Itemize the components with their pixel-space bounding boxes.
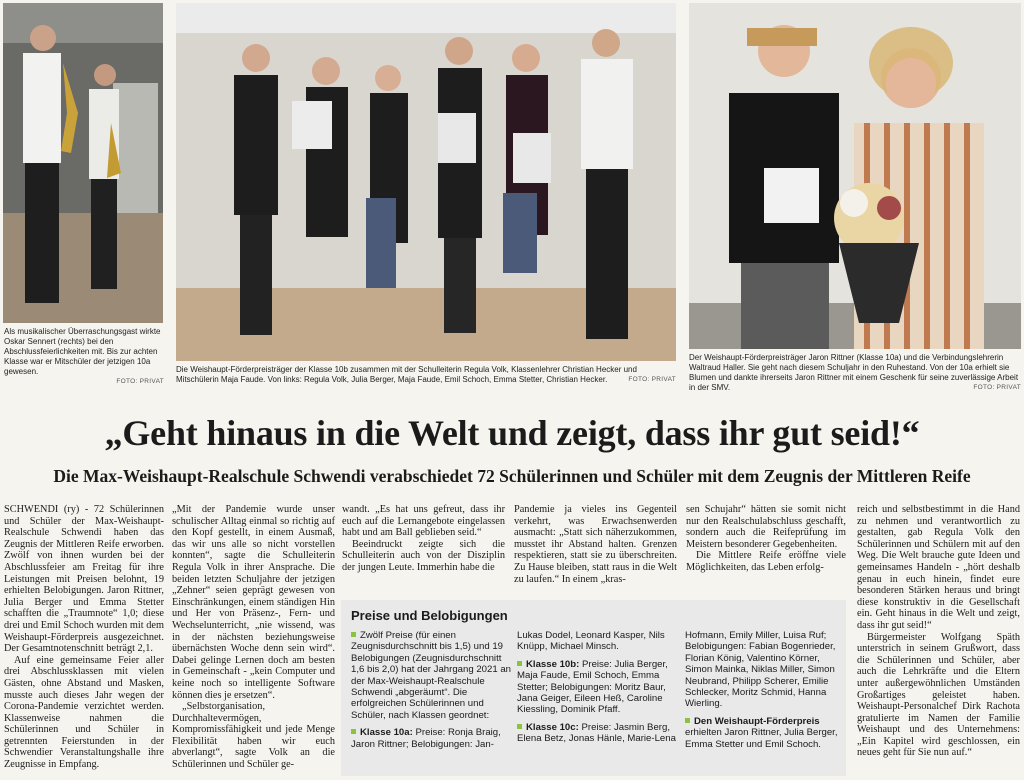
bullet-icon — [351, 729, 356, 734]
box-label: Klasse 10a: — [360, 727, 413, 739]
box-label: Klasse 10b: — [526, 658, 580, 670]
bullet-icon — [517, 724, 522, 729]
bullet-icon — [517, 661, 522, 666]
paragraph: SCHWENDI (ry) - 72 Schülerinnen und Schüler der Max-Weishaupt-Realschule Schwendi haben das Zeugnis der Mittleren Reife erworben. Zwölf von ihnen wurden bei der Abschlussfeier am Freitag für ihre Leistungen mit Preisen belohnt, 19 erhielten Belobigungen. Jaron Rittner, Julia Berger und Emma Stetter schafften die „Traumnote“ 1,0; diese drei und Emil Schoch wurden mit dem Weishaupt-Förderpreis ausgezeichnet. Der Gesamtnotenschnitt beträgt 2,1. — [4, 504, 164, 655]
photo-credit: FOTO: PRIVAT — [628, 376, 676, 383]
photo-group — [176, 3, 676, 361]
article-column-4 — [514, 504, 677, 585]
box-text: erhielten Jaron Rittner, Julia Berger, Emma Stetter und Emil Schoch. — [685, 727, 838, 750]
article-column-1 — [4, 504, 164, 771]
info-box-title: Preise und Belobigungen — [351, 608, 508, 623]
article-column-3 — [342, 504, 505, 574]
paragraph: Beeindruckt zeigte sich die Schulleiterin auch von der Disziplin der jungen Leute. Immerhin habe die — [342, 538, 505, 573]
photo-caption-left — [4, 327, 164, 387]
article-column-5 — [686, 504, 846, 574]
caption-text: Als musikalischer Überraschungsgast wirkte Oskar Sennert (rechts) bei den Abschlussfeierlichkeiten mit. Bis zur achten Klasse war er Mitschüler der jetzigen 10a gewesen. — [4, 327, 161, 376]
paragraph: Bürgermeister Wolfgang Späth unterstrich in seinem Grußwort, dass die Schülerinnen und Schüler, aber auch die Lehrkräfte und die Eltern unter außergewöhnlichen Umständen Großartiges geleistet haben. Weishaupt-Personalchef Dirk Rachota gratulierte im Namen der Familie Weishaupt und des Unternehmens: „Ein Kapitel wird geschlossen, ein neues geht für Sie nun auf.“ — [857, 631, 1020, 759]
caption-text: Der Weishaupt-Förderpreisträger Jaron Rittner (Klasse 10a) und die Verbindungslehrerin Waltraud Haller. Sie geht nach diesem Schuljahr in den Ruhestand. Von der 10a erhielt sie Blumen und dankte ihrerseits Jaron Rittner mit einem Geschenk für seine zuverlässige Arbeit in der SMV. — [689, 353, 1019, 392]
article-column-2 — [172, 504, 335, 771]
photo-caption-right — [689, 353, 1021, 393]
box-label: Den Weishaupt-Förderpreis — [694, 715, 820, 727]
info-box-column-1 — [351, 630, 511, 756]
paragraph: sen Schujahr“ hätten sie somit nicht nur den Realschulabschluss geschafft, sondern auch die Reifeprüfung im Meistern besonderer Gegebenheiten. — [686, 504, 846, 550]
box-text: Lukas Dodel, Leonard Kasper, Nils Knüpp, Michael Minsch. — [517, 630, 665, 653]
info-box-awards — [341, 600, 846, 776]
paragraph: Pandemie ja vieles ins Gegenteil verkehrt, was Erwachsenwerden ausmacht: „Statt sich näherzukommen, musstet ihr Abstand halten. Grenzen respektieren, statt sie zu überschreiten. Zu Hause bleiben, statt raus in die Welt zu laufen.“ In einem „kras- — [514, 504, 677, 585]
subheadline: Die Max-Weishaupt-Realschule Schwendi verabschiedet 72 Schülerinnen und Schüler mit dem Zeugnis der Mittleren Reife — [53, 466, 971, 486]
bullet-icon — [685, 718, 690, 723]
paragraph: reich und selbstbestimmt in die Hand zu nehmen und verantwortlich zu gestalten, gab Regula Volk den Schülerinnen und Schülern mit auf den Weg. Die Welt brauche gute Ideen und gemeinsames Handeln - „hört deshalb genau in euch hinein, findet eure besonderen Stärken heraus und bringt diese konstruktiv in die Gesellschaft ein. Geht hinaus in die Welt und zeigt, dass ihr gut seid!“ — [857, 504, 1020, 631]
paragraph: Die Mittlere Reife eröffne viele Möglichkeiten, das Leben erfolg- — [686, 550, 846, 573]
photo-credit: FOTO: PRIVAT — [973, 384, 1021, 391]
box-text: Zwölf Preise (für einen Zeugnisdurchschnitt bis 1,5) und 19 Belobigungen (Zeugnisdurchschnitt 1,6 bis 2,0) hat der Jahrgang 2021 an der Max-Weishaupt-Realschule Schwendi „abgeräumt“. Die erfolgreichen Schülerinnen und Schüler, nach Klassen geordnet: — [351, 630, 512, 721]
headline: „Geht hinaus in die Welt und zeigt, dass ihr gut seid!“ — [104, 413, 920, 453]
paragraph: Auf eine gemeinsame Feier aller drei Abschlussklassen mit vielen Gästen, ohne Abstand und Masken, musste auch dieses Jahr wegen der Corona-Pandemie verzichtet werden. Klassenweise nahmen die Schülerinnen und Schüler in getrennten Feierstunden in der Schwendier Veranstaltungshalle ihre Zeugnisse in Empfang. — [4, 654, 164, 771]
article-column-6 — [857, 504, 1020, 759]
info-box-column-2 — [517, 630, 677, 751]
box-text: Hofmann, Emily Miller, Luisa Ruf; Belobigungen: Fabian Bogenrieder, Florian König, Valentino Körner, Simon Mainka, Niklas Miller, Simon Neubrand, Philipp Scherer, Emilie Schlecker, Moritz Schmid, Hanna Wierling. — [685, 630, 836, 710]
bullet-icon — [351, 632, 356, 637]
photo-musician — [3, 3, 163, 323]
photo-caption-center — [176, 365, 676, 385]
photo-credit: FOTO: PRIVAT — [116, 378, 164, 385]
paragraph: „Mit der Pandemie wurde unser schulischer Alltag einmal so richtig auf den Kopf gestellt, in einem Ausmaß, das wir uns alle so nicht vorstellen konnten“, sagte die Schulleiterin Regula Volk in ihrer Ansprache. Die beiden letzten Schuljahre der jetzigen „Zehner“ seien geprägt gewesen von Einschränkungen, einem ständigen Hin und Her von Präsenz-, Fern- und Wechselunterricht, „nie wissend, was in der nächsten beziehungsweise übernächsten Woche denn sein wird“. Dabei gelinge Lernen doch am besten in Gemeinschaft - „kein Computer und keine noch so intelligente Software können dies je ersetzen“. — [172, 504, 335, 701]
paragraph: „Selbstorganisation, Durchhaltevermögen, Kompromissfähigkeit und jede Menge Flexibilität haben wir euch abverlangt“, sagte Volk an die Schülerinnen und Schüler ge- — [172, 701, 335, 771]
box-text: Preise: Julia Berger, Maja Faude, Emil Schoch, Emma Stetter; Belobigungen: Moritz Baur, Jana Geiger, Eileen Heß, Caroline Kiessling, Dominik Pfaff. — [517, 658, 668, 716]
photo-teacher — [689, 3, 1021, 349]
box-text: Preise: Ronja Braig, Jaron Rittner; Belobigungen: Jan- — [351, 727, 501, 750]
info-box-column-3 — [685, 630, 845, 756]
caption-text: Die Weishaupt-Förderpreisträger der Klasse 10b zusammen mit der Schulleiterin Regula Volk, Klassenlehrer Christian Hecker und Mitschülerin Maja Faude. Von links: Regula Volk, Julia Berger, Maja Faude, Emil Schoch, Emma Stetter, Christian Hecker. — [176, 365, 637, 384]
box-text: Preise: Jasmin Berg, Elena Betz, Jonas Hänle, Marie-Lena — [517, 721, 676, 745]
paragraph: wandt. „Es hat uns gefreut, dass ihr euch auf die Lernangebote eingelassen habt und am Ball geblieben seid.“ — [342, 504, 505, 539]
box-label: Klasse 10c: — [526, 721, 579, 733]
